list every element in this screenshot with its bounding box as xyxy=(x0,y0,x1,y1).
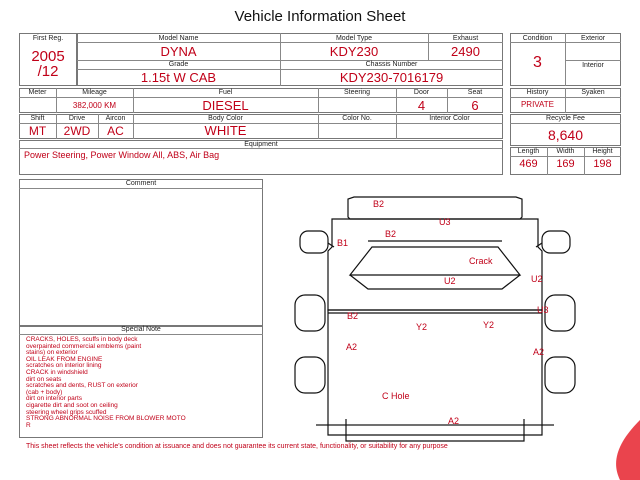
mark-b2-top: B2 xyxy=(373,199,385,209)
model-name-label: Model Name xyxy=(158,35,199,42)
first-reg-month: /12 xyxy=(37,63,59,80)
history-label: History xyxy=(526,89,549,96)
note-line: (cab + body) xyxy=(26,388,63,396)
note-line: CRACK in windshield xyxy=(26,368,88,376)
first-reg-label: First Reg. xyxy=(32,35,64,42)
syaken-label: Syaken xyxy=(581,89,605,96)
mark-a2-left: A2 xyxy=(346,342,358,352)
seat-value: 6 xyxy=(471,98,479,113)
grade-value: 1.15t W CAB xyxy=(140,70,217,85)
sheet-title: Vehicle Information Sheet xyxy=(234,8,406,25)
model-type-label: Model Type xyxy=(335,35,373,42)
history-value: PRIVATE xyxy=(520,100,555,109)
mark-u2-center: U2 xyxy=(444,276,456,286)
fuel-label: Fuel xyxy=(218,89,233,96)
equipment-label: Equipment xyxy=(244,141,278,148)
comment-box xyxy=(19,179,263,327)
length-label: Length xyxy=(517,148,540,155)
mark-u3-top: U3 xyxy=(439,217,451,227)
corner-swoosh-decoration xyxy=(590,420,640,480)
mark-u3-right: U3 xyxy=(537,305,549,315)
mark-b2-cab: B2 xyxy=(385,229,397,239)
fuel-value: DIESEL xyxy=(202,98,249,113)
aircon-value: AC xyxy=(107,124,124,138)
chassis-label: Chassis Number xyxy=(365,61,418,68)
special-note-lines xyxy=(26,337,186,429)
chassis-value: KDY230-7016179 xyxy=(339,70,444,85)
mark-c-hole: C Hole xyxy=(382,391,410,401)
mark-y2-right: Y2 xyxy=(483,320,495,330)
exhaust-label: Exhaust xyxy=(452,35,479,42)
special-note-label: Special Note xyxy=(121,326,161,333)
model-name-value: DYNA xyxy=(160,44,197,59)
interior-color-label: Interior Color xyxy=(429,115,470,122)
note-line: dirt on interior parts xyxy=(26,395,82,403)
note-line: scratches on interior lining xyxy=(26,362,102,370)
door-value: 4 xyxy=(417,98,426,113)
meter-label: Meter xyxy=(28,89,47,96)
mark-crack: Crack xyxy=(469,256,493,266)
note-line: overpainted commercial emblems (paint xyxy=(26,342,142,350)
shift-value: MT xyxy=(28,124,47,138)
interior-label: Interior xyxy=(582,62,604,69)
truck-diagram xyxy=(280,185,590,445)
equipment-value: Power Steering, Power Window All, ABS, Air Bag xyxy=(24,150,220,160)
recycle-fee-label: Recycle Fee xyxy=(546,115,585,122)
length-value: 469 xyxy=(519,158,538,170)
steering-label: Steering xyxy=(343,89,371,96)
drive-label: Drive xyxy=(68,115,86,122)
note-line: cigarette dirt and soot on ceiling xyxy=(26,401,118,409)
note-line: stains) on exterior xyxy=(26,349,78,357)
body-color-label: Body Color xyxy=(208,115,243,122)
condition-label: Condition xyxy=(522,35,553,42)
mileage-label: Mileage xyxy=(82,89,107,96)
aircon-label: Aircon xyxy=(105,115,126,122)
width-label: Width xyxy=(556,148,575,155)
exterior-label: Exterior xyxy=(580,35,606,42)
note-line: R xyxy=(26,421,31,429)
color-no-label: Color No. xyxy=(342,115,372,122)
height-value: 198 xyxy=(593,158,612,170)
mark-b1: B1 xyxy=(337,238,349,248)
width-value: 169 xyxy=(556,158,575,170)
seat-label: Seat xyxy=(467,89,483,96)
grade-label: Grade xyxy=(168,61,189,68)
mark-y2-left: Y2 xyxy=(416,322,428,332)
mark-b2-left: B2 xyxy=(347,311,359,321)
model-type-value: KDY230 xyxy=(329,44,379,59)
drive-value: 2WD xyxy=(63,124,91,138)
door-label: Door xyxy=(413,89,430,96)
exhaust-value: 2490 xyxy=(451,44,480,59)
mark-a2-right: A2 xyxy=(533,347,545,357)
mark-a2-bottom: A2 xyxy=(448,416,460,426)
disclaimer-footer: This sheet reflects the vehicle's condition at issuance and does not guarantee its current state, functionality, or suitability for any purpose xyxy=(26,443,448,450)
mark-u2-right: U2 xyxy=(531,274,543,284)
height-label: Height xyxy=(592,148,613,155)
note-line: steering wheel grips scuffed xyxy=(26,408,107,416)
note-line: dirt on seats xyxy=(26,375,62,383)
note-line: CRACKS, HOLES, scuffs in body deck xyxy=(26,336,138,343)
body-color-value: WHITE xyxy=(204,123,247,138)
recycle-fee-value: 8,640 xyxy=(547,127,584,143)
first-reg-year: 2005 xyxy=(31,48,65,65)
comment-label: Comment xyxy=(125,180,157,187)
condition-value: 3 xyxy=(533,54,542,71)
note-line: OIL LEAK FROM ENGINE xyxy=(26,355,103,363)
shift-label: Shift xyxy=(30,115,45,122)
note-line: STRONG ABNORMAL NOISE FROM BLOWER MOTO xyxy=(26,415,186,423)
mileage-value: 382,000 KM xyxy=(72,101,117,110)
note-line: scratches and dents, RUST on exterior xyxy=(26,382,138,390)
